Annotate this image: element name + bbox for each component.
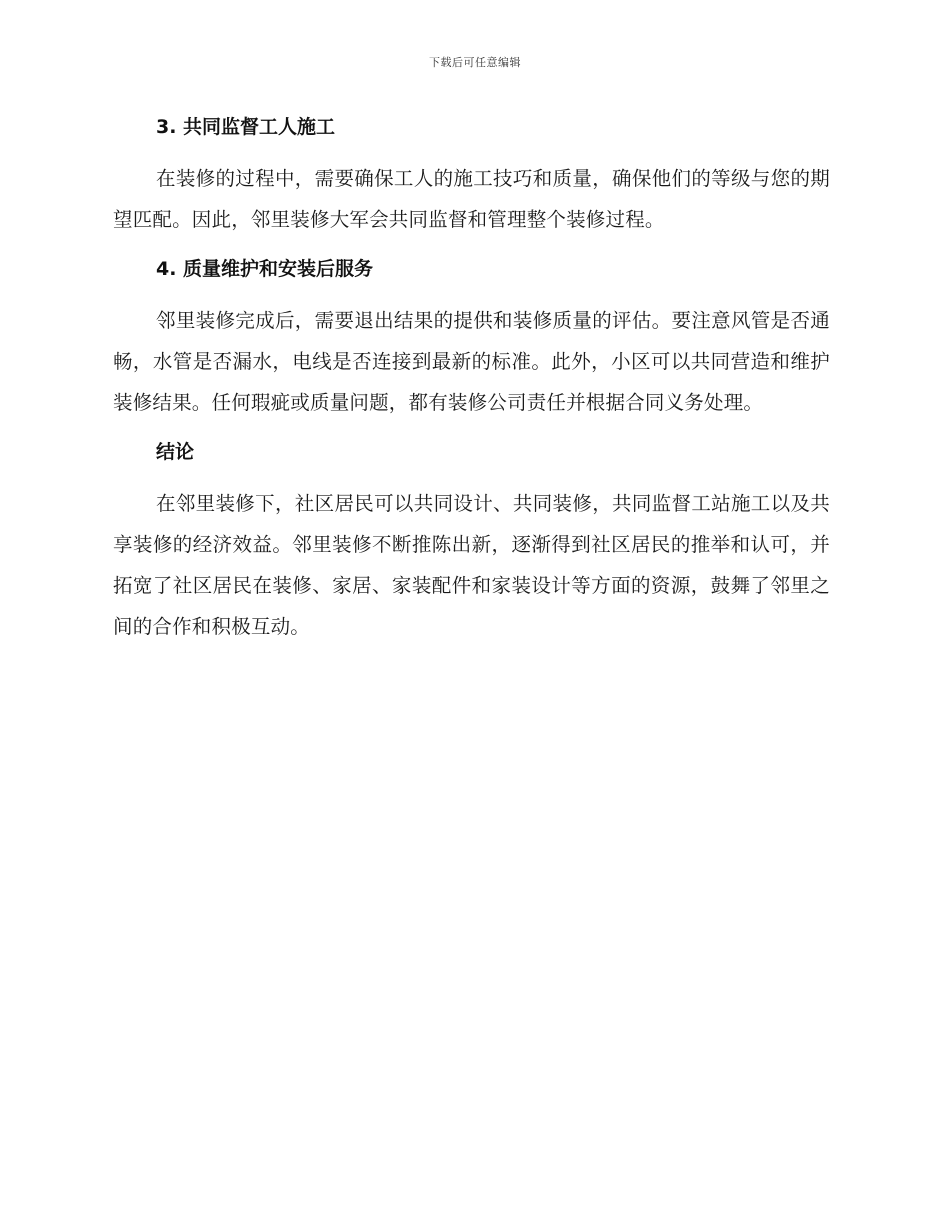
section-paragraph: 在邻里装修下，社区居民可以共同设计、共同装修，共同监督工站施工以及共享装修的经济效益。邻里装修不断推陈出新，逐渐得到社区居民的推举和认可，并拓宽了社区居民在装修、家居、家装配件和家装设计等方面的资源，鼓舞了邻里之间的合作和积极互动。 <box>113 492 830 638</box>
section-heading: 3. 共同监督工人施工 <box>156 116 336 138</box>
header-note: 下载后可任意编辑 <box>429 56 521 69</box>
section-paragraph: 邻里装修完成后，需要退出结果的提供和装修质量的评估。要注意风管是否通畅，水管是否漏水，电线是否连接到最新的标准。此外，小区可以共同营造和维护装修结果。任何瑕疵或质量问题，都有装修公司责任并根据合同义务处理。 <box>113 309 830 414</box>
section-worker-supervision <box>113 112 830 240</box>
section-quality-maintenance <box>113 254 830 423</box>
document-body <box>113 112 830 661</box>
section-conclusion <box>113 437 830 647</box>
section-heading: 4. 质量维护和安装后服务 <box>156 258 374 280</box>
section-paragraph: 在装修的过程中，需要确保工人的施工技巧和质量，确保他们的等级与您的期望匹配。因此，邻里装修大军会共同监督和管理整个装修过程。 <box>113 167 830 231</box>
section-heading: 结论 <box>156 441 195 463</box>
